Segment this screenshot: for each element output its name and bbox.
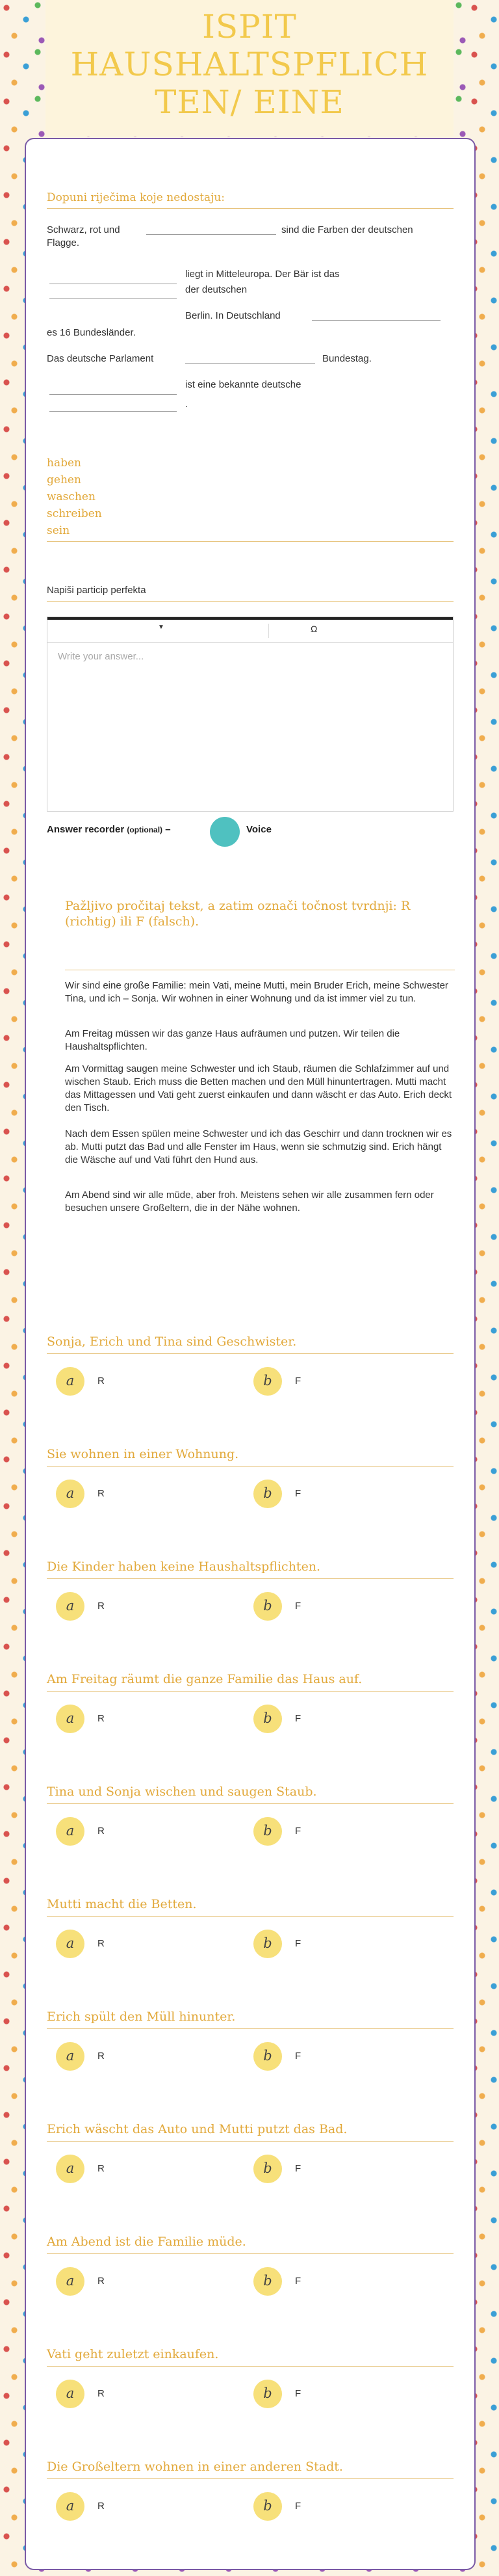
divider	[47, 2366, 454, 2367]
fill-text: liegt in Mitteleuropa. Der Bär ist das	[185, 269, 340, 280]
question-title: Am Freitag räumt die ganze Familie das Haus auf.	[47, 1672, 363, 1686]
option-a-label: R	[97, 1488, 105, 1499]
option-a-button[interactable]: a	[56, 1705, 84, 1733]
option-a-label: R	[97, 1826, 105, 1837]
fill-text: ist eine bekannte deutsche	[185, 379, 301, 390]
worksheet-sheet	[25, 138, 476, 2570]
voice-record-button[interactable]	[210, 817, 240, 847]
answer-recorder-label	[47, 824, 171, 835]
word-item: schreiben	[47, 507, 102, 520]
fill-text: Das deutsche Parlament	[47, 353, 154, 364]
option-b-label: F	[295, 1713, 301, 1724]
word-item: gehen	[47, 473, 81, 486]
divider	[47, 1466, 454, 1467]
option-a-button[interactable]: a	[56, 2492, 84, 2521]
option-b-button[interactable]: b	[253, 1930, 282, 1958]
divider	[47, 208, 454, 209]
reading-paragraph: Nach dem Essen spülen meine Schwester und ich das Geschirr und dann trocknen wir es ab. Mutti putzt das Bad und alle Fenster im Haus, wenn sie schmutzig sind. Erich hängt die Wäsche auf und Vati führt den Hund aus.	[65, 1128, 452, 1165]
option-b-button[interactable]: b	[253, 1480, 282, 1508]
divider	[47, 2478, 454, 2479]
option-b-button[interactable]: b	[253, 2380, 282, 2408]
worksheet-title	[45, 8, 454, 121]
option-a-label: R	[97, 2276, 105, 2287]
option-b-label: F	[295, 1938, 301, 1949]
question-title: Mutti macht die Betten.	[47, 1897, 197, 1911]
question-title: Vati geht zuletzt einkaufen.	[47, 2347, 219, 2361]
option-a-label: R	[97, 2388, 105, 2399]
divider	[47, 2253, 454, 2254]
answer-recorder-optional: (optional)	[127, 825, 163, 834]
toolbar-separator	[268, 624, 269, 638]
option-b-label: F	[295, 2276, 301, 2287]
option-b-label: F	[295, 1600, 301, 1612]
question-title: Tina und Sonja wischen und saugen Staub.	[47, 1785, 317, 1799]
question-title: Die Kinder haben keine Haushaltspflichten.	[47, 1560, 321, 1574]
participle-instruction: Napiši particip perfekta	[47, 585, 146, 596]
word-item: sein	[47, 524, 70, 537]
title-line-3: TEN/ EINE	[155, 83, 344, 121]
fill-text: es 16 Bundesländer.	[47, 327, 136, 338]
divider	[47, 1578, 454, 1579]
question-title: Erich spült den Müll hinunter.	[47, 2010, 236, 2024]
voice-label: Voice	[246, 824, 272, 835]
option-b-label: F	[295, 1826, 301, 1837]
option-b-label: F	[295, 1375, 301, 1387]
option-b-button[interactable]: b	[253, 2155, 282, 2183]
option-b-button[interactable]: b	[253, 2492, 282, 2521]
fill-text: sind die Farben der deutschen	[281, 224, 413, 235]
option-a-label: R	[97, 1600, 105, 1612]
divider	[47, 2141, 454, 2142]
option-a-label: R	[97, 1938, 105, 1949]
format-dropdown-icon[interactable]: ▼	[158, 624, 164, 631]
fill-text: Schwarz, rot und	[47, 224, 120, 235]
answer-editor[interactable]	[47, 617, 454, 812]
option-a-button[interactable]: a	[56, 2267, 84, 2296]
option-b-button[interactable]: b	[253, 2042, 282, 2071]
blank-field[interactable]	[49, 298, 177, 299]
option-a-button[interactable]: a	[56, 1367, 84, 1396]
answer-recorder-text: Answer recorder	[47, 824, 125, 835]
blank-field[interactable]	[185, 363, 315, 364]
option-a-button[interactable]: a	[56, 1817, 84, 1846]
option-a-button[interactable]: a	[56, 1480, 84, 1508]
option-a-label: R	[97, 2051, 105, 2062]
fill-instruction: Dopuni riječima koje nedostaju:	[47, 191, 225, 204]
option-b-button[interactable]: b	[253, 2267, 282, 2296]
editor-toolbar	[47, 617, 453, 643]
option-b-label: F	[295, 1488, 301, 1499]
fill-text: Bundestag.	[322, 353, 372, 364]
word-item: waschen	[47, 490, 96, 503]
question-title: Die Großeltern wohnen in einer anderen Stadt.	[47, 2460, 343, 2474]
title-line-2: HAUSHALTSPFLICH	[70, 46, 429, 83]
option-b-button[interactable]: b	[253, 1817, 282, 1846]
option-a-button[interactable]: a	[56, 2042, 84, 2071]
question-title: Erich wäscht das Auto und Mutti putzt das Bad.	[47, 2122, 348, 2136]
divider	[47, 541, 454, 542]
blank-field[interactable]	[49, 411, 177, 412]
title-line-1: ISPIT	[202, 8, 297, 46]
blank-field[interactable]	[312, 320, 441, 321]
blank-field[interactable]	[49, 394, 177, 395]
divider	[47, 2028, 454, 2029]
option-a-button[interactable]: a	[56, 1592, 84, 1621]
reading-instruction: Pažljivo pročitaj tekst, a zatim označi točnost tvrdnji: R (richtig) ili F (falsch).	[65, 899, 411, 929]
fill-text: der deutschen	[185, 284, 248, 295]
question-title: Sie wohnen in einer Wohnung.	[47, 1447, 239, 1461]
option-b-label: F	[295, 2501, 301, 2512]
option-b-label: F	[295, 2388, 301, 2399]
reading-paragraph: Am Freitag müssen wir das ganze Haus aufräumen und putzen. Wir teilen die Haushaltspflichten.	[65, 1028, 400, 1052]
option-b-button[interactable]: b	[253, 1592, 282, 1621]
divider	[47, 1803, 454, 1804]
divider	[47, 601, 454, 602]
blank-field[interactable]	[146, 234, 276, 235]
reading-paragraph: Am Abend sind wir alle müde, aber froh. Meistens sehen wir alle zusammen fern oder besuchen unsere Großeltern, die in der Nähe wohnen.	[65, 1189, 434, 1214]
option-a-label: R	[97, 2501, 105, 2512]
fill-text: .	[185, 399, 188, 410]
divider	[47, 1916, 454, 1917]
option-a-label: R	[97, 1713, 105, 1724]
option-b-button[interactable]: b	[253, 1367, 282, 1396]
option-a-button[interactable]: a	[56, 1930, 84, 1958]
question-title: Am Abend ist die Familie müde.	[47, 2235, 246, 2249]
reading-paragraph: Wir sind eine große Familie: mein Vati, meine Mutti, mein Bruder Erich, meine Schwester Tina, und ich – Sonja. Wir wohnen in einer Wohnung und da ist immer viel zu tun.	[65, 980, 448, 1004]
option-b-label: F	[295, 2051, 301, 2062]
option-a-button[interactable]: a	[56, 2155, 84, 2183]
fill-text: Berlin. In Deutschland	[185, 310, 281, 321]
special-character-icon[interactable]: Ω	[311, 624, 318, 634]
reading-paragraph: Am Vormittag saugen meine Schwester und ich Staub, räumen die Schlafzimmer auf und wischen Staub. Erich muss die Betten machen und den Müll hinuntertragen. Mutti macht das Mittagessen und Vati geht zuerst einkaufen und dann wäscht er das Auto. Erich deckt den Tisch.	[65, 1063, 452, 1113]
option-a-label: R	[97, 1375, 105, 1387]
option-a-button[interactable]: a	[56, 2380, 84, 2408]
divider	[47, 1691, 454, 1692]
fill-text: Flagge.	[47, 237, 80, 248]
option-a-label: R	[97, 2163, 105, 2174]
question-title: Sonja, Erich und Tina sind Geschwister.	[47, 1334, 297, 1349]
answer-recorder-dash: –	[162, 824, 171, 835]
divider	[47, 1353, 454, 1354]
option-b-label: F	[295, 2163, 301, 2174]
word-item: haben	[47, 457, 81, 470]
option-b-button[interactable]: b	[253, 1705, 282, 1733]
editor-placeholder: Write your answer...	[58, 651, 144, 662]
